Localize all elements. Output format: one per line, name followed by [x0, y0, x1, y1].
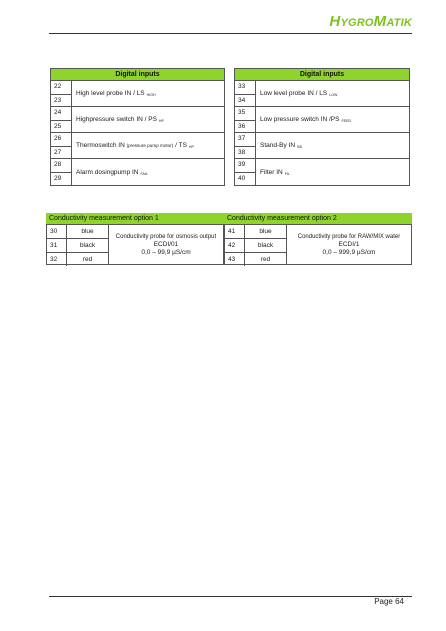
table-row: 31 black [47, 239, 108, 253]
table-row: 42 black [225, 239, 286, 253]
page-number: Page 64 [374, 597, 404, 606]
input-label: Stand-By IN SB [260, 142, 302, 149]
table-row: 41 blue [225, 225, 286, 239]
terminal-number: 26 [51, 133, 71, 147]
table-row [235, 107, 409, 133]
table-row [235, 133, 409, 159]
table-row [51, 81, 224, 107]
digital-inputs-table-left [50, 68, 225, 186]
table-row [235, 159, 409, 185]
terminal-number: 34 [238, 96, 246, 104]
table-header: Digital inputs [51, 69, 224, 81]
terminal-number: 27 [54, 148, 62, 156]
table-row [51, 133, 224, 159]
input-label: Highpressure switch IN / PS HP [76, 116, 164, 123]
table-row: 32 red [47, 253, 108, 266]
digital-inputs-table-right [234, 68, 410, 186]
table-row [235, 81, 409, 107]
terminal-number: 29 [54, 174, 62, 182]
terminal-number: 35 [235, 107, 255, 121]
terminal-number: 38 [238, 148, 246, 156]
probe-description: Conductivity probe for osmosis output ECDI/01 0,0 – 99,9 µS/cm [115, 233, 217, 256]
header-rule [49, 33, 412, 34]
table-row [51, 159, 224, 185]
terminal-number: 23 [54, 96, 62, 104]
conductivity-table-option-2 [224, 213, 412, 265]
table-row [51, 107, 224, 133]
terminal-number: 36 [238, 122, 246, 130]
table-header: Conductivity measurement option 2 [224, 213, 412, 224]
terminal-number: 24 [51, 107, 71, 121]
terminal-number: 25 [54, 122, 62, 130]
input-label: High level probe IN / LS HIGH [76, 90, 156, 97]
footer-rule [49, 596, 412, 597]
terminal-number: 37 [235, 133, 255, 147]
input-label: Filter IN FIL [260, 168, 290, 176]
input-label: Low pressure switch IN /PS FEED [260, 116, 352, 123]
table-row: 30 blue [47, 225, 108, 239]
terminal-number: 28 [51, 159, 71, 173]
table-header: Digital inputs [235, 69, 409, 81]
terminal-number: 40 [238, 174, 246, 182]
terminal-number: 33 [235, 81, 255, 95]
input-label: Low level probe IN / LS LOW [260, 90, 338, 97]
input-label: Alarm dosingpump IN FAIL [76, 168, 148, 176]
terminal-number: 39 [235, 159, 255, 173]
input-label: Thermoswitch IN (pressure pump motor) / TS HP [76, 142, 194, 149]
terminal-number: 22 [51, 81, 71, 95]
table-header: Conductivity measurement option 1 [46, 213, 224, 224]
hygromatik-logo: HYGROMATIK [329, 13, 412, 30]
probe-description: Conductivity probe for RAW/MIX water ECDI/1 0,0 – 999,9 µS/cm [297, 233, 401, 256]
table-row: 43 red [225, 253, 286, 266]
conductivity-table-option-1 [46, 213, 224, 265]
